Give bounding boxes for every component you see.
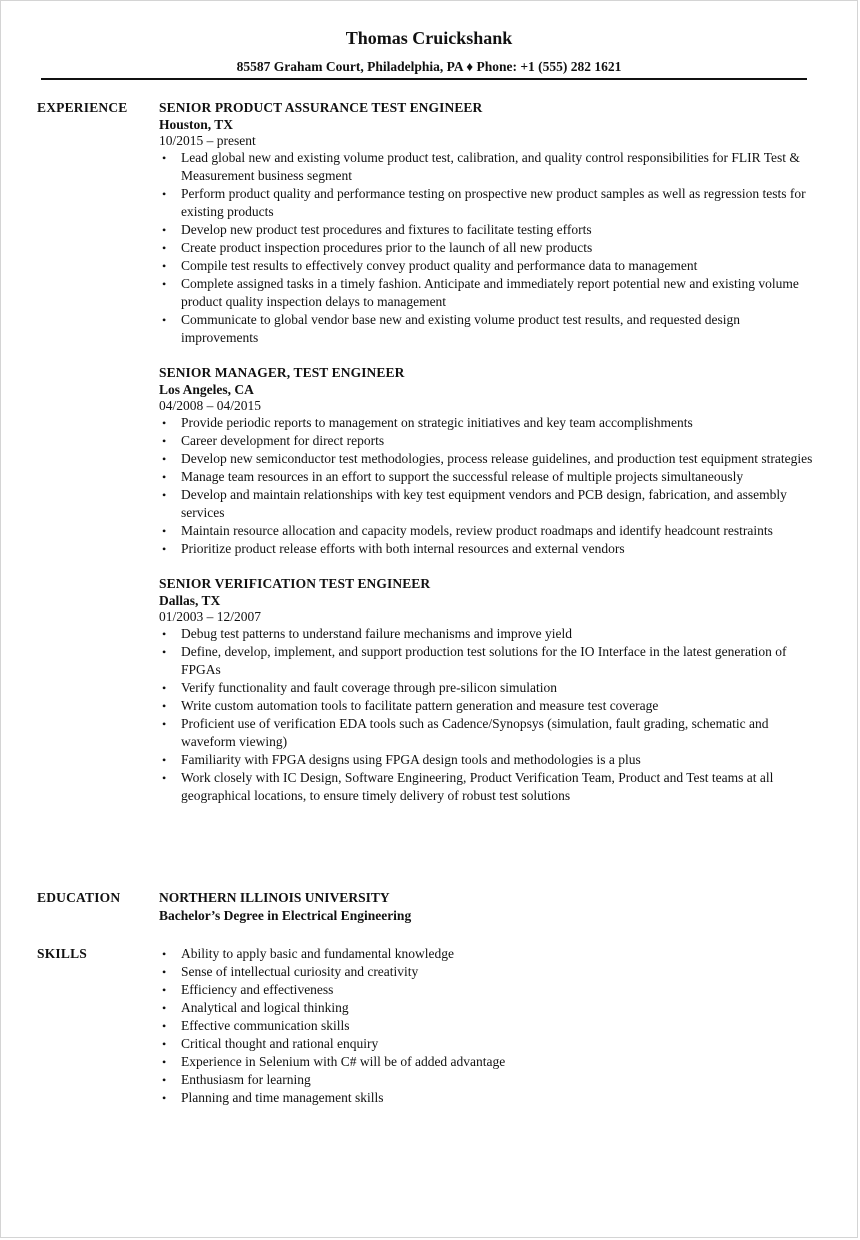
duty-text: Debug test patterns to understand failure mechanisms and improve yield: [181, 626, 573, 641]
skill-text: Efficiency and effectiveness: [181, 982, 334, 997]
duty-text: Compile test results to effectively convey product quality and performance data to management: [181, 258, 698, 273]
duty-item: [159, 468, 819, 486]
job-entry: [159, 575, 819, 805]
skill-text: Analytical and logical thinking: [181, 1000, 349, 1015]
bullet-icon: •: [162, 277, 167, 291]
bullet-icon: •: [162, 1055, 167, 1069]
bullet-icon: •: [162, 470, 167, 484]
skill-text: Ability to apply basic and fundamental knowledge: [181, 946, 454, 961]
bullet-icon: •: [162, 965, 167, 979]
duty-text: Prioritize product release efforts with both internal resources and external vendors: [181, 541, 625, 556]
job-dates: 01/2003 – 12/2007: [159, 609, 262, 624]
duty-item: [159, 540, 819, 558]
duty-text: Develop new product test procedures and fixtures to facilitate testing efforts: [181, 222, 592, 237]
duty-item: [159, 769, 819, 805]
contact-line: 85587 Graham Court, Philadelphia, PA ♦ Phone: +1 (555) 282 1621: [236, 59, 622, 74]
skill-text: Critical thought and rational enquiry: [181, 1036, 379, 1051]
skill-item: [159, 1053, 819, 1071]
skill-item: [159, 1089, 819, 1107]
job-duties: [159, 149, 819, 347]
duty-item: [159, 679, 819, 697]
job-location: Dallas, TX: [159, 593, 221, 608]
duty-text: Complete assigned tasks in a timely fashion. Anticipate and immediately report potential new and existing volume product quality inspection delays to management: [181, 276, 799, 309]
job-entry: [159, 364, 819, 558]
duty-item: [159, 185, 819, 221]
job-title: SENIOR PRODUCT ASSURANCE TEST ENGINEER: [159, 100, 483, 115]
bullet-icon: •: [162, 452, 167, 466]
duty-text: Lead global new and existing volume product test, calibration, and quality control responsibilities for FLIR Test & Measurement business segment: [181, 150, 800, 183]
duty-item: [159, 149, 819, 185]
bullet-icon: •: [162, 241, 167, 255]
skill-item: [159, 999, 819, 1017]
duty-item: [159, 275, 819, 311]
job-entry: [159, 99, 819, 347]
duty-item: [159, 522, 819, 540]
duty-item: [159, 486, 819, 522]
duty-item: [159, 432, 819, 450]
bullet-icon: •: [162, 313, 167, 327]
job-location: Los Angeles, CA: [159, 382, 254, 397]
skill-item: [159, 981, 819, 999]
candidate-name: Thomas Cruickshank: [345, 28, 513, 48]
bullet-icon: •: [162, 771, 167, 785]
header-divider: [41, 78, 807, 80]
bullet-icon: •: [162, 524, 167, 538]
bullet-icon: •: [162, 416, 167, 430]
skills-list: [159, 945, 819, 1107]
bullet-icon: •: [162, 187, 167, 201]
skill-item: [159, 1071, 819, 1089]
education-heading: EDUCATION: [37, 890, 121, 905]
duty-item: [159, 450, 819, 468]
job-dates: 04/2008 – 04/2015: [159, 398, 262, 413]
duty-item: [159, 221, 819, 239]
experience-heading: EXPERIENCE: [37, 100, 128, 115]
duty-item: [159, 625, 819, 643]
skill-text: Experience in Selenium with C# will be of added advantage: [181, 1054, 506, 1069]
duty-text: Communicate to global vendor base new and existing volume product test results, and requested design improvements: [181, 312, 740, 345]
skill-item: [159, 963, 819, 981]
duty-text: Create product inspection procedures prior to the launch of all new products: [181, 240, 593, 255]
resume-header: [1, 27, 857, 76]
duty-item: [159, 239, 819, 257]
bullet-icon: •: [162, 627, 167, 641]
duty-text: Maintain resource allocation and capacity models, review product roadmaps and identify headcount restraints: [181, 523, 773, 538]
bullet-icon: •: [162, 488, 167, 502]
duty-item: [159, 414, 819, 432]
bullet-icon: •: [162, 542, 167, 556]
bullet-icon: •: [162, 1037, 167, 1051]
duty-text: Perform product quality and performance testing on prospective new product samples as well as regression tests for existing products: [181, 186, 806, 219]
skill-item: [159, 945, 819, 963]
skill-text: Sense of intellectual curiosity and creativity: [181, 964, 419, 979]
duty-item: [159, 715, 819, 751]
duty-text: Develop new semiconductor test methodologies, process release guidelines, and production test equipment strategies: [181, 451, 813, 466]
school-name: NORTHERN ILLINOIS UNIVERSITY: [159, 890, 390, 905]
education-body: [159, 889, 819, 925]
duty-item: [159, 751, 819, 769]
duty-item: [159, 697, 819, 715]
duty-text: Work closely with IC Design, Software Engineering, Product Verification Team, Product and Test teams at all geographical locations, to ensure timely delivery of robust test solutions: [181, 770, 774, 803]
bullet-icon: •: [162, 434, 167, 448]
skill-text: Planning and time management skills: [181, 1090, 384, 1105]
job-dates: 10/2015 – present: [159, 133, 256, 148]
skill-item: [159, 1035, 819, 1053]
bullet-icon: •: [162, 983, 167, 997]
bullet-icon: •: [162, 151, 167, 165]
bullet-icon: •: [162, 645, 167, 659]
job-title: SENIOR MANAGER, TEST ENGINEER: [159, 365, 405, 380]
bullet-icon: •: [162, 1019, 167, 1033]
bullet-icon: •: [162, 1073, 167, 1087]
duty-text: Proficient use of verification EDA tools such as Cadence/Synopsys (simulation, fault grading, schematic and waveform viewing): [181, 716, 769, 749]
duty-text: Verify functionality and fault coverage through pre-silicon simulation: [181, 680, 558, 695]
bullet-icon: •: [162, 717, 167, 731]
duty-text: Familiarity with FPGA designs using FPGA design tools and methodologies is a plus: [181, 752, 641, 767]
skill-text: Enthusiasm for learning: [181, 1072, 311, 1087]
bullet-icon: •: [162, 223, 167, 237]
duty-text: Write custom automation tools to facilitate pattern generation and measure test coverage: [181, 698, 659, 713]
bullet-icon: •: [162, 1091, 167, 1105]
job-title: SENIOR VERIFICATION TEST ENGINEER: [159, 576, 431, 591]
bullet-icon: •: [162, 681, 167, 695]
duty-text: Develop and maintain relationships with key test equipment vendors and PCB design, fabrication, and assembly services: [181, 487, 787, 520]
bullet-icon: •: [162, 259, 167, 273]
bullet-icon: •: [162, 753, 167, 767]
duty-text: Career development for direct reports: [181, 433, 385, 448]
bullet-icon: •: [162, 699, 167, 713]
job-duties: [159, 625, 819, 805]
bullet-icon: •: [162, 1001, 167, 1015]
skill-text: Effective communication skills: [181, 1018, 350, 1033]
skill-item: [159, 1017, 819, 1035]
duty-text: Define, develop, implement, and support production test solutions for the IO Interface in the latest generation of FPGAs: [181, 644, 787, 677]
skills-body: [159, 945, 819, 1107]
bullet-icon: •: [162, 947, 167, 961]
duty-item: [159, 257, 819, 275]
skills-heading: SKILLS: [37, 946, 87, 961]
degree-name: Bachelor’s Degree in Electrical Engineering: [159, 908, 412, 923]
experience-list: [159, 99, 819, 822]
job-location: Houston, TX: [159, 117, 234, 132]
duty-item: [159, 311, 819, 347]
duty-text: Manage team resources in an effort to support the successful release of multiple projects simultaneously: [181, 469, 744, 484]
duty-item: [159, 643, 819, 679]
job-duties: [159, 414, 819, 558]
duty-text: Provide periodic reports to management on strategic initiatives and key team accomplishments: [181, 415, 693, 430]
